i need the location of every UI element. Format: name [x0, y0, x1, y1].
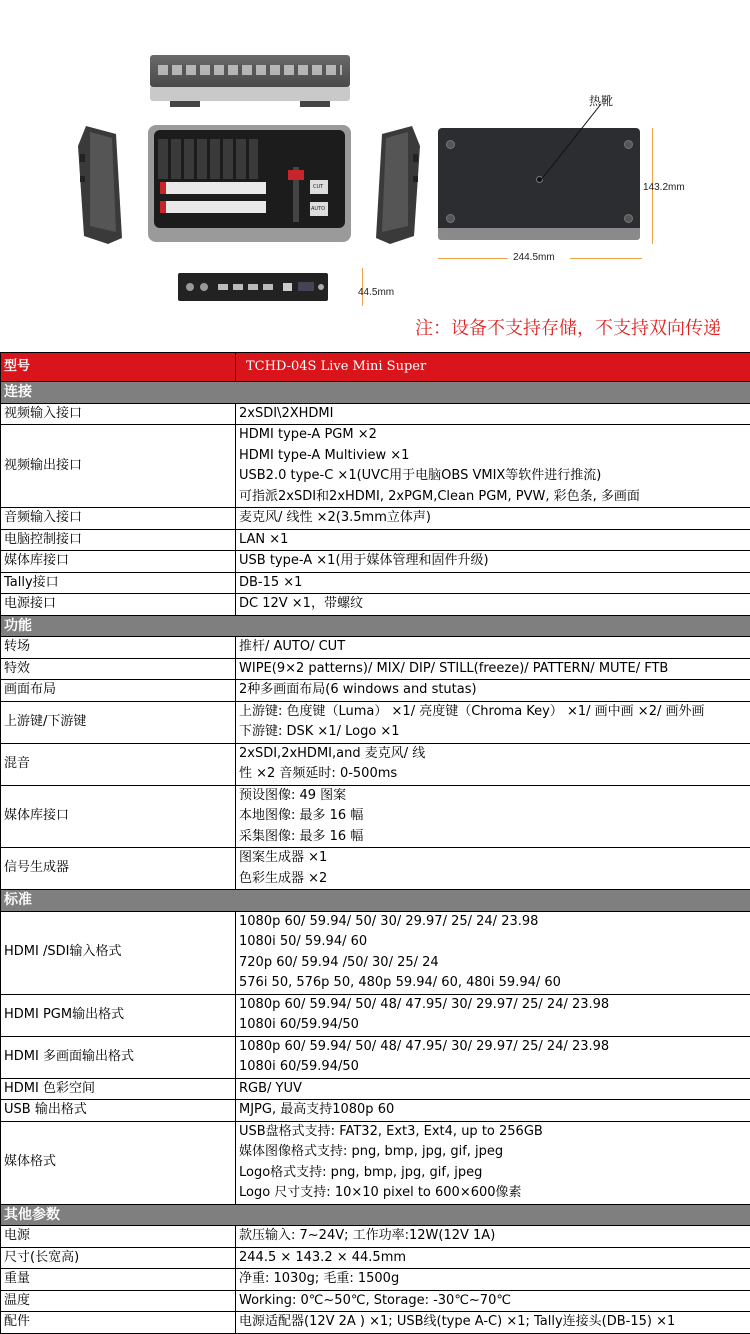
spec-label: 电脑控制接口	[1, 529, 236, 551]
spec-label: HDMI 多画面输出格式	[1, 1036, 236, 1078]
spec-value-line: 720p 60/ 59.94 /50/ 30/ 25/ 24	[239, 953, 750, 974]
spec-row	[1, 425, 750, 508]
spec-label: HDMI PGM输出格式	[1, 994, 236, 1036]
spec-value-line: WIPE(9×2 patterns)/ MIX/ DIP/ STILL(freeze)/ PATTERN/ MUTE/ FTB	[239, 659, 750, 680]
spec-value-line: 麦克风/ 线性 ×2(3.5mm立体声)	[239, 508, 750, 529]
spec-row	[1, 1247, 750, 1269]
spec-label: 温度	[1, 1290, 236, 1312]
spec-value-line: 采集图像: 最多 16 幅	[239, 827, 750, 848]
spec-value-line: LAN ×1	[239, 530, 750, 551]
spec-value	[236, 1312, 750, 1334]
section-title: 标准	[1, 890, 750, 912]
spec-value-line: 1080p 60/ 59.94/ 50/ 30/ 29.97/ 25/ 24/ 23.98	[239, 912, 750, 933]
section-title: 其他参数	[1, 1204, 750, 1226]
spec-value-line: 下游键: DSK ×1/ Logo ×1	[239, 722, 750, 743]
hot-shoe-label: 热靴	[589, 92, 613, 109]
spec-row	[1, 572, 750, 594]
spec-value	[236, 701, 750, 743]
spec-label: 转场	[1, 637, 236, 659]
spec-value-line: 576i 50, 576p 50, 480p 59.94/ 60, 480i 59.94/ 60	[239, 973, 750, 994]
section-title: 连接	[1, 382, 750, 404]
spec-label: 信号生成器	[1, 848, 236, 890]
spec-value-line: DB-15 ×1	[239, 573, 750, 594]
spec-label: 重量	[1, 1269, 236, 1291]
spec-value-line: 1080p 60/ 59.94/ 50/ 48/ 47.95/ 30/ 29.97/ 25/ 24/ 23.98	[239, 995, 750, 1016]
spec-label: 特效	[1, 658, 236, 680]
spec-value	[236, 1269, 750, 1291]
spec-label: 视频输出接口	[1, 425, 236, 508]
spec-value-line: USB盘格式支持: FAT32, Ext3, Ext4, up to 256GB	[239, 1122, 750, 1143]
device-left-side-view	[78, 126, 123, 244]
spec-value-line: HDMI type-A PGM ×2	[239, 425, 750, 446]
spec-row	[1, 1078, 750, 1100]
spec-value	[236, 572, 750, 594]
spec-row	[1, 529, 750, 551]
spec-value	[236, 425, 750, 508]
spec-value-line: USB type-A ×1(用于媒体管理和固件升级)	[239, 551, 750, 572]
spec-label: 画面布局	[1, 680, 236, 702]
spec-value	[236, 529, 750, 551]
spec-value-line: MJPG, 最高支持1080p 60	[239, 1100, 750, 1121]
device-right-side-view	[375, 126, 420, 244]
device-top-view	[150, 55, 350, 107]
spec-value-line: 2xSDI,2xHDMI,and 麦克风/ 线	[239, 744, 750, 765]
spec-label: 媒体库接口	[1, 785, 236, 848]
spec-value-line: Logo格式支持: png, bmp, jpg, gif, jpeg	[239, 1163, 750, 1184]
spec-value-line: 1080i 50/ 59.94/ 60	[239, 932, 750, 953]
spec-row	[1, 1036, 750, 1078]
device-front-panel	[148, 125, 351, 242]
spec-value	[236, 785, 750, 848]
spec-row	[1, 1226, 750, 1248]
auto-button-label: AUTO	[311, 206, 325, 212]
spec-row	[1, 848, 750, 890]
spec-value	[236, 848, 750, 890]
spec-label: 媒体库接口	[1, 551, 236, 573]
spec-row	[1, 701, 750, 743]
spec-label: HDMI /SDI输入格式	[1, 911, 236, 994]
spec-value	[236, 658, 750, 680]
spec-value-line: 媒体图像格式支持: png, bmp, jpg, gif, jpeg	[239, 1142, 750, 1163]
spec-row	[1, 680, 750, 702]
spec-value-line: 图案生成器 ×1	[239, 848, 750, 869]
spec-value-line: 性 ×2 音频延时: 0-500ms	[239, 764, 750, 785]
spec-row	[1, 785, 750, 848]
spec-value-line: Logo 尺寸支持: 10×10 pixel to 600×600像素	[239, 1183, 750, 1204]
section-header	[1, 615, 750, 637]
spec-value	[236, 637, 750, 659]
spec-value	[236, 1036, 750, 1078]
spec-row	[1, 1121, 750, 1204]
spec-value-line: 款压输入: 7~24V; 工作功率:12W(12V 1A)	[239, 1226, 750, 1247]
spec-value	[236, 911, 750, 994]
spec-value	[236, 743, 750, 785]
spec-row	[1, 994, 750, 1036]
spec-value	[236, 994, 750, 1036]
model-value: TCHD-04S Live Mini Super	[236, 353, 750, 382]
height-dimension: 143.2mm	[643, 182, 685, 193]
spec-value-line: 电源适配器(12V 2A ) ×1; USB线(type A-C) ×1; Tally连接头(DB-15) ×1	[239, 1312, 750, 1333]
model-row	[1, 353, 750, 382]
width-dimension: 244.5mm	[513, 252, 555, 263]
spec-value	[236, 594, 750, 616]
spec-row	[1, 1100, 750, 1122]
spec-label: HDMI 色彩空间	[1, 1078, 236, 1100]
spec-row	[1, 743, 750, 785]
spec-label: 配件	[1, 1312, 236, 1334]
spec-value	[236, 1100, 750, 1122]
spec-row	[1, 1312, 750, 1334]
hot-shoe-pointer	[535, 100, 605, 185]
spec-row	[1, 637, 750, 659]
spec-label: 尺寸(长宽高)	[1, 1247, 236, 1269]
spec-value-line: 1080p 60/ 59.94/ 50/ 48/ 47.95/ 30/ 29.97/ 25/ 24/ 23.98	[239, 1037, 750, 1058]
spec-row	[1, 551, 750, 573]
section-header	[1, 1204, 750, 1226]
spec-row	[1, 911, 750, 994]
spec-label: 视频输入接口	[1, 403, 236, 425]
width-dimension-line-right	[570, 258, 642, 259]
width-dimension-line-left	[438, 258, 508, 259]
spec-value-line: 上游键: 色度键（Luma） ×1/ 亮度键（Chroma Key） ×1/ 画中画 ×2/ 画外画	[239, 702, 750, 723]
spec-value-line: RGB/ YUV	[239, 1079, 750, 1100]
section-title: 功能	[1, 615, 750, 637]
spec-value	[236, 1226, 750, 1248]
spec-value-line: 1080i 60/59.94/50	[239, 1057, 750, 1078]
spec-value-line: 预设图像: 49 图案	[239, 786, 750, 807]
depth-dimension: 44.5mm	[358, 287, 394, 298]
spec-row	[1, 594, 750, 616]
spec-value-line: 可指派2xSDI和2xHDMI, 2xPGM,Clean PGM, PVW, 彩色条, 多画面	[239, 487, 750, 508]
spec-value-line: 244.5 × 143.2 × 44.5mm	[239, 1248, 750, 1269]
spec-label: 媒体格式	[1, 1121, 236, 1204]
spec-label: 电源	[1, 1226, 236, 1248]
section-header	[1, 382, 750, 404]
spec-row	[1, 658, 750, 680]
spec-label: Tally接口	[1, 572, 236, 594]
cut-button-label: CUT	[313, 184, 323, 190]
notice-text: 注：设备不支持存储，不支持双向传递	[415, 314, 721, 340]
spec-value	[236, 680, 750, 702]
spec-value-line: 2种多画面布局(6 windows and stutas)	[239, 680, 750, 701]
spec-value-line: DC 12V ×1，带螺纹	[239, 594, 750, 615]
spec-label: 上游键/下游键	[1, 701, 236, 743]
spec-row	[1, 508, 750, 530]
spec-value-line: USB2.0 type-C ×1(UVC用于电脑OBS VMIX等软件进行推流)	[239, 466, 750, 487]
spec-value	[236, 403, 750, 425]
device-rear-view	[178, 273, 328, 303]
spec-table	[0, 352, 750, 1334]
spec-label: 混音	[1, 743, 236, 785]
spec-label: USB 输出格式	[1, 1100, 236, 1122]
spec-row	[1, 403, 750, 425]
spec-value-line: 本地图像: 最多 16 幅	[239, 806, 750, 827]
spec-value-line: 2xSDI\2XHDMI	[239, 404, 750, 425]
spec-value	[236, 1247, 750, 1269]
spec-label: 电源接口	[1, 594, 236, 616]
spec-value-line: HDMI type-A Multiview ×1	[239, 446, 750, 467]
spec-value	[236, 1121, 750, 1204]
spec-row	[1, 1269, 750, 1291]
section-header	[1, 890, 750, 912]
model-label: 型号	[1, 353, 236, 382]
spec-value-line: 1080i 60/59.94/50	[239, 1015, 750, 1036]
spec-value	[236, 1078, 750, 1100]
spec-value-line: Working: 0℃~50℃, Storage: -30℃~70℃	[239, 1291, 750, 1312]
spec-value-line: 净重: 1030g; 毛重: 1500g	[239, 1269, 750, 1290]
spec-value	[236, 508, 750, 530]
spec-value-line: 色彩生成器 ×2	[239, 869, 750, 890]
spec-value-line: 推杆/ AUTO/ CUT	[239, 637, 750, 658]
spec-row	[1, 1290, 750, 1312]
spec-value	[236, 551, 750, 573]
spec-label: 音频输入接口	[1, 508, 236, 530]
product-illustration	[0, 0, 750, 345]
spec-value	[236, 1290, 750, 1312]
